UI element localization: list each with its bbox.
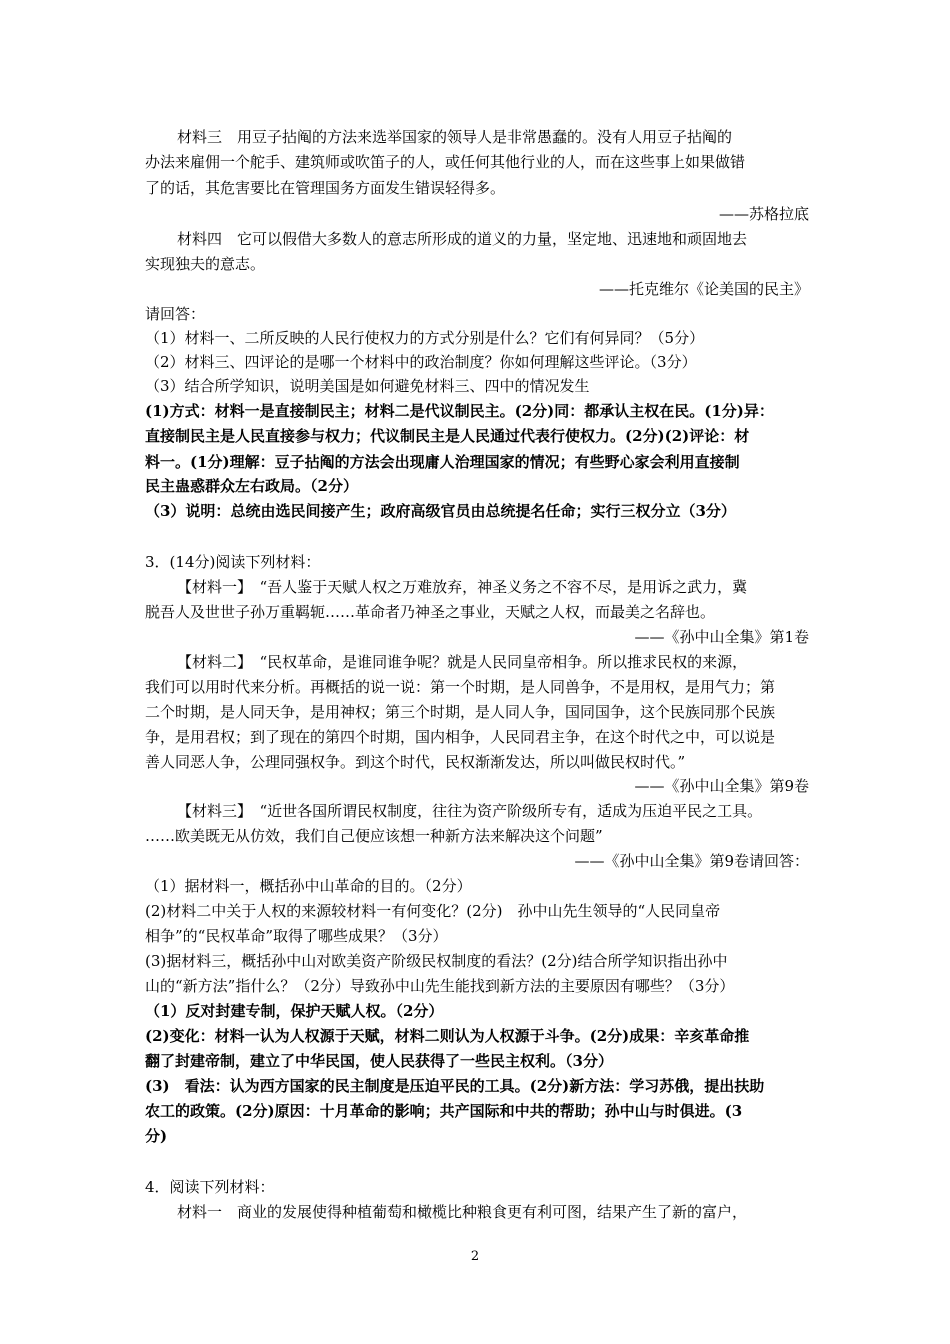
q2-material3-line: 材料三 用豆子拈阄的方法来选举国家的领导人是非常愚蠢的。没有人用豆子拈阄的 (177, 128, 733, 146)
q2-question: （3）结合所学知识，说明美国是如何避免材料三、四中的情况发生 (145, 377, 590, 395)
q4-heading: 4．阅读下列材料： (145, 1178, 275, 1196)
q3-question: （1）据材料一，概括孙中山革命的目的。（2分） (145, 877, 472, 895)
q3-material1-source: ——《孙中山全集》第1卷 (634, 628, 809, 646)
q2-answer: (1)方式：材料一是直接制民主；材料二是代议制民主。(2分)同：都承认主权在民。(1分)异： (145, 402, 774, 420)
page-number: 2 (470, 1249, 480, 1264)
q3-material2-line: 善人同恶人争，公理同强权争。到这个时代，民权渐渐发达，所以叫做民权时代。” (145, 753, 686, 771)
q2-question: （1）材料一、二所反映的人民行使权力的方式分别是什么？它们有何异同？（5分） (145, 329, 705, 347)
q2-answer: 直接制民主是人民直接参与权力；代议制民主是人民通过代表行使权力。(2分)(2)评论：材 (145, 427, 750, 445)
q3-material3-line: ……欧美既无从仿效，我们自己便应该想一种新方法来解决这个问题” (145, 827, 603, 845)
q3-material2-line: 二个时期，是人同天争，是用神权；第三个时期，是人同人争，国同国争，这个民族同那个民族 (145, 703, 776, 721)
q3-answer: (3) 看法：认为西方国家的民主制度是压迫平民的工具。(2分)新方法：学习苏俄，提出扶助 (145, 1077, 765, 1095)
q3-heading: 3．(14分)阅读下列材料： (145, 553, 321, 571)
q2-answer: （3）说明：总统由选民间接产生；政府高级官员由总统提名任命；实行三权分立（3分） (145, 502, 736, 520)
q3-question: 相争”的“民权革命”取得了哪些成果？（3分） (145, 927, 448, 945)
q3-question: (2)材料二中关于人权的来源较材料一有何变化？(2分) 孙中山先生领导的“人民同皇帝 (145, 902, 721, 920)
q3-material2-line: 【材料二】 “民权革命，是谁同谁争呢？就是人民同皇帝相争。所以推求民权的来源， (177, 653, 748, 671)
q2-material3-source: ——苏格拉底 (718, 205, 809, 223)
q3-question: (3)据材料三，概括孙中山对欧美资产阶级民权制度的看法？(2分)结合所学知识指出孙中 (145, 952, 728, 970)
q3-material2-line: 我们可以用时代来分析。再概括的说一说：第一个时期，是人同兽争，不是用权，是用气力；第 (145, 678, 776, 696)
q2-prompt: 请回答： (145, 305, 206, 323)
q2-material3-line: 了的话，其危害要比在管理国务方面发生错误轻得多。 (145, 179, 506, 197)
q3-material3-source: ——《孙中山全集》第9卷请回答： (574, 852, 809, 870)
q2-answer: 料一。(1分)理解：豆子拈阄的方法会出现庸人治理国家的情况；有些野心家会利用直接制 (145, 453, 740, 471)
q2-material4-source: ——托克维尔《论美国的民主》 (598, 280, 809, 298)
q3-question: 山的“新方法”指什么？（2分）导致孙中山先生能找到新方法的主要原因有哪些？（3分） (145, 977, 735, 995)
q3-material2-line: 争，是用君权；到了现在的第四个时期，国内相争，人民同君主争，在这个时代之中，可以说是 (145, 728, 776, 746)
q2-question: （2）材料三、四评论的是哪一个材料中的政治制度？你如何理解这些评论。（3分） (145, 353, 697, 371)
q3-answer: 翻了封建帝制，建立了中华民国，使人民获得了一些民主权利。（3分） (145, 1052, 613, 1070)
q3-material1-line: 脱吾人及世世子孙万重羁轭……革命者乃神圣之事业，天赋之人权，而最美之名辞也。 (145, 603, 716, 621)
q2-material4-line: 实现独夫的意志。 (145, 255, 266, 273)
q4-material1-line: 材料一 商业的发展使得种植葡萄和橄榄比种粮食更有利可图，结果产生了新的富户， (177, 1203, 748, 1221)
q3-answer: （1）反对封建专制，保护天赋人权。（2分） (145, 1002, 444, 1020)
q2-material4-line: 材料四 它可以假借大多数人的意志所形成的道义的力量，坚定地、迅速地和顽固地去 (177, 230, 748, 248)
q3-material1-line: 【材料一】 “吾人鉴于天赋人权之万难放弃，神圣义务之不容不尽，是用诉之武力，冀 (177, 578, 748, 596)
q2-answer: 民主蛊惑群众左右政局。（2分） (145, 477, 358, 495)
q3-answer: 分) (145, 1127, 168, 1145)
q3-material3-line: 【材料三】 “近世各国所谓民权制度，往往为资产阶级所专有，适成为压迫平民之工具。 (177, 802, 763, 820)
q3-answer: (2)变化：材料一认为人权源于天赋，材料二则认为人权源于斗争。(2分)成果：辛亥革命推 (145, 1027, 750, 1045)
q3-answer: 农工的政策。(2分)原因：十月革命的影响；共产国际和中共的帮助；孙中山与时俱进。(3 (145, 1102, 743, 1120)
q3-material2-source: ——《孙中山全集》第9卷 (634, 777, 809, 795)
q2-material3-line: 办法来雇佣一个舵手、建筑师或吹笛子的人，或任何其他行业的人，而在这些事上如果做错 (145, 153, 746, 171)
